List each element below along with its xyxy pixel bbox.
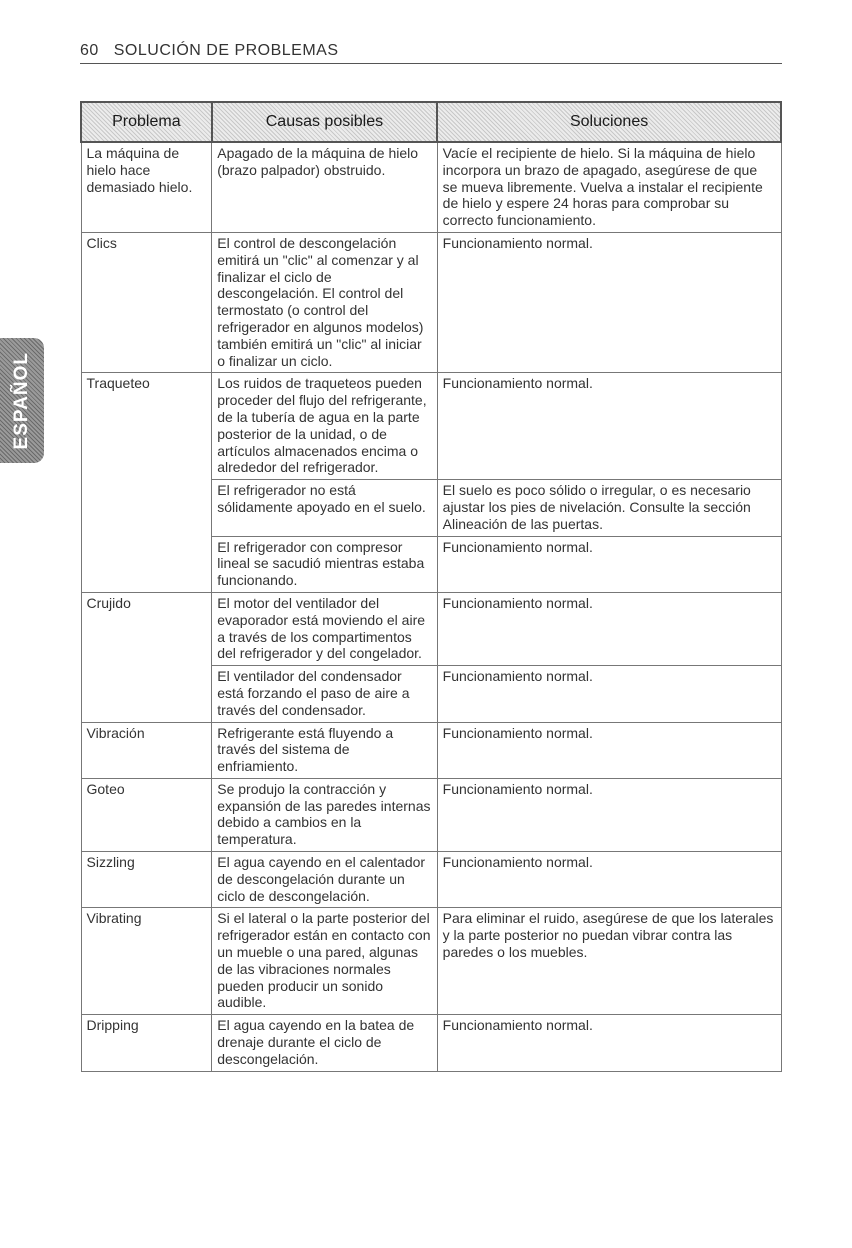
problem-cell: Vibrating (81, 908, 212, 1015)
solution-cell: Funcionamiento normal. (437, 373, 781, 480)
troubleshooting-table (80, 101, 782, 1072)
column-header-causes: Causas posibles (212, 102, 437, 142)
problem-cell: Clics (81, 232, 212, 372)
table-body (81, 142, 781, 1071)
problem-cell: La máquina de hielo hace demasiado hielo. (81, 142, 212, 232)
problem-cell: Traqueteo (81, 373, 212, 593)
page-header (80, 42, 782, 64)
solution-cell: Funcionamiento normal. (437, 722, 781, 778)
cause-cell: Apagado de la máquina de hielo (brazo palpador) obstruido. (212, 142, 437, 232)
section-title: SOLUCIÓN DE PROBLEMAS (113, 42, 339, 59)
table-row (81, 722, 781, 778)
problem-cell: Goteo (81, 778, 212, 851)
column-header-problem: Problema (81, 102, 212, 142)
table-row (81, 373, 781, 480)
column-header-solutions: Soluciones (437, 102, 781, 142)
cause-cell: Refrigerante está fluyendo a través del sistema de enfriamiento. (212, 722, 437, 778)
cause-cell: El agua cayendo en la batea de drenaje durante el ciclo de descongelación. (212, 1015, 437, 1071)
cause-cell: El refrigerador con compresor lineal se sacudió mientras estaba funcionando. (212, 536, 437, 592)
solution-cell: Funcionamiento normal. (437, 232, 781, 372)
table-row (81, 908, 781, 1015)
table-row (81, 852, 781, 908)
cause-cell: El motor del ventilador del evaporador está moviendo el aire a través de los compartimentos del refrigerador y del congelador. (212, 592, 437, 665)
solution-cell: Funcionamiento normal. (437, 1015, 781, 1071)
solution-cell: El suelo es poco sólido o irregular, o es necesario ajustar los pies de nivelación. Consulte la sección Alineación de las puertas. (437, 480, 781, 536)
cause-cell: Se produjo la contracción y expansión de las paredes internas debido a cambios en la temperatura. (212, 778, 437, 851)
solution-cell: Vacíe el recipiente de hielo. Si la máquina de hielo incorpora un brazo de apagado, asegúrese de que se mueva libremente. Vuelva a instalar el recipiente de hielo y espere 24 horas para comprobar su correcto funcionamiento. (437, 142, 781, 232)
table-row (81, 142, 781, 232)
language-side-tab (0, 338, 44, 463)
solution-cell: Funcionamiento normal. (437, 666, 781, 722)
solution-cell: Funcionamiento normal. (437, 536, 781, 592)
table-header-row (81, 102, 781, 142)
cause-cell: El agua cayendo en el calentador de descongelación durante un ciclo de descongelación. (212, 852, 437, 908)
language-tab-label: ESPAÑOL (11, 351, 32, 450)
cause-cell: El ventilador del condensador está forzando el paso de aire a través del condensador. (212, 666, 437, 722)
table-row (81, 778, 781, 851)
solution-cell: Funcionamiento normal. (437, 592, 781, 665)
table-row (81, 1015, 781, 1071)
cause-cell: El refrigerador no está sólidamente apoyado en el suelo. (212, 480, 437, 536)
solution-cell: Funcionamiento normal. (437, 778, 781, 851)
problem-cell: Vibración (81, 722, 212, 778)
cause-cell: Si el lateral o la parte posterior del refrigerador están en contacto con un mueble o una pared, algunas de las vibraciones normales pueden producir un sonido audible. (212, 908, 437, 1015)
cause-cell: Los ruidos de traqueteos pueden proceder del flujo del refrigerante, de la tubería de agua en la parte posterior de la unidad, o de artículos almacenados encima o alrededor del refrigerador. (212, 373, 437, 480)
problem-cell: Sizzling (81, 852, 212, 908)
problem-cell: Crujido (81, 592, 212, 722)
cause-cell: El control de descongelación emitirá un "clic" al comenzar y al finalizar el ciclo de descongelación. El control del termostato (o control del refrigerador en algunos modelos) también emitirá un "clic" al iniciar o finalizar un ciclo. (212, 232, 437, 372)
solution-cell: Para eliminar el ruido, asegúrese de que los laterales y la parte posterior no puedan vibrar contra las paredes o los muebles. (437, 908, 781, 1015)
table-row (81, 592, 781, 665)
page-number: 60 (80, 42, 99, 59)
solution-cell: Funcionamiento normal. (437, 852, 781, 908)
problem-cell: Dripping (81, 1015, 212, 1071)
table-row (81, 232, 781, 372)
